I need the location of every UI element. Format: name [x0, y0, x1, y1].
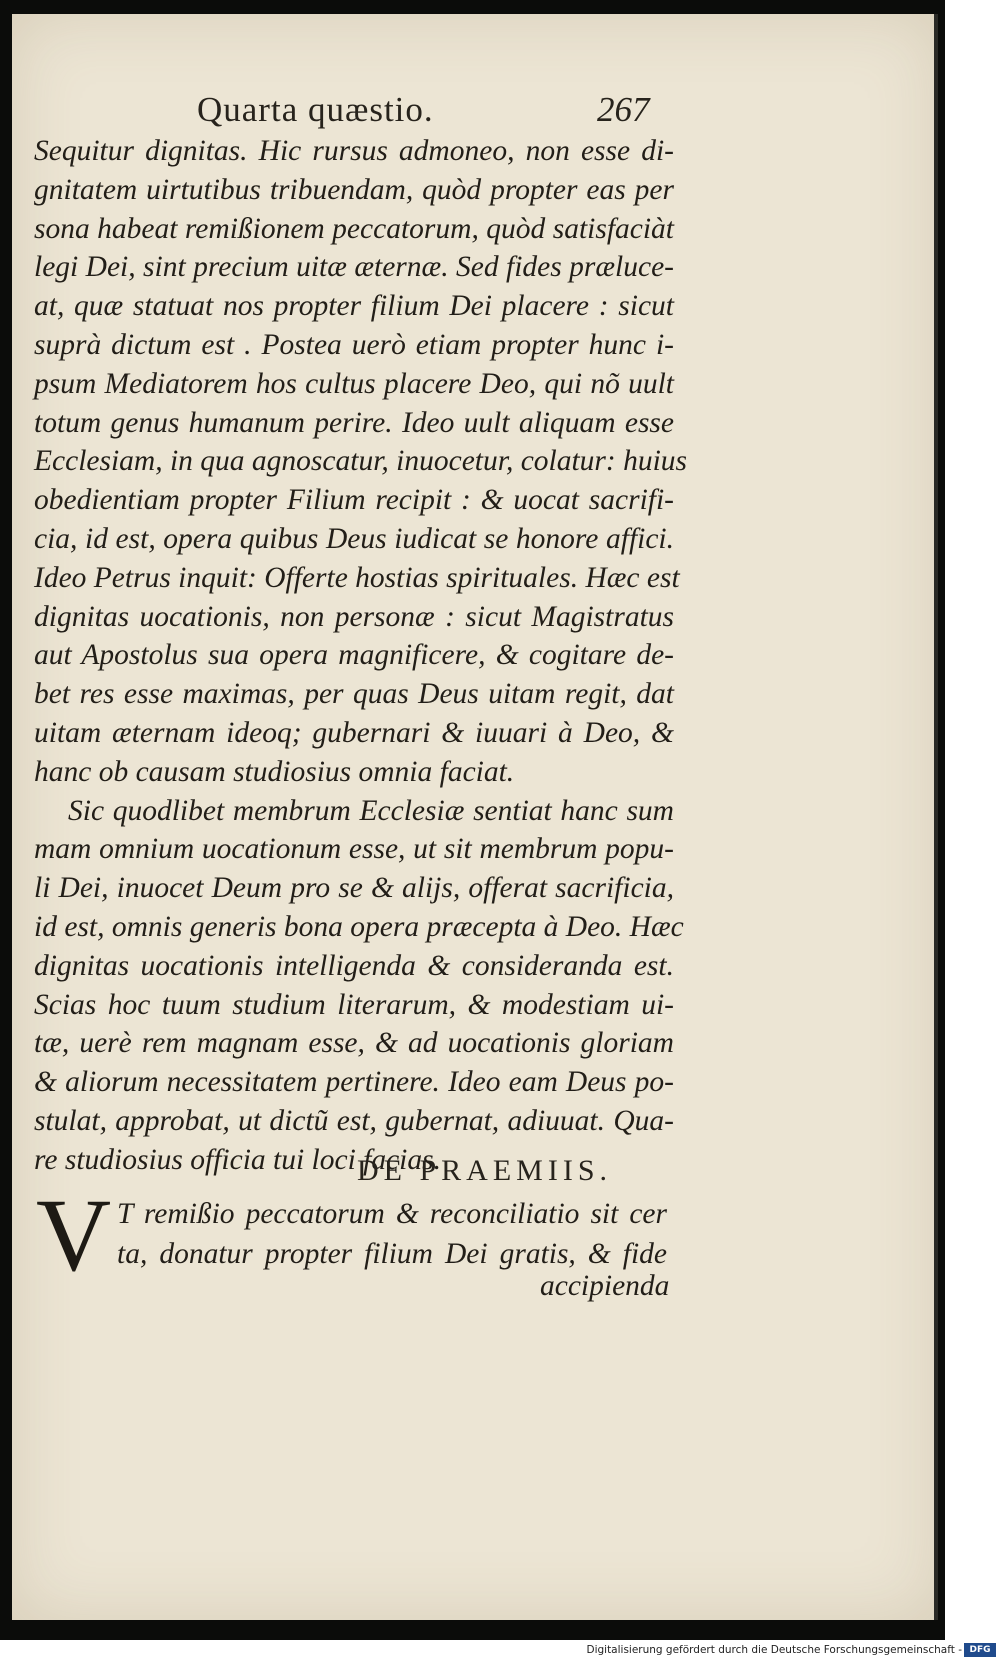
text-line: legi Dei, sint precium uitæ æternæ. Sed fides præluce- [34, 251, 674, 284]
text-line: id est, omnis generis bona opera præcepta à Deo. Hæc [34, 910, 684, 943]
book-page [12, 14, 938, 1620]
dfg-logo: DFG [964, 1643, 996, 1657]
text-line: T remißio peccatorum & reconciliatio sit cer [117, 1198, 667, 1230]
funding-credit: Digitalisierung gefördert durch die Deutsche Forschungsgemeinschaft - [586, 1644, 962, 1656]
catchword: accipienda [540, 1270, 670, 1302]
page-edge [934, 14, 938, 1620]
text-line: mam omnium uocationum esse, ut sit membrum popu- [34, 833, 674, 866]
text-line: at, quæ statuat nos propter filium Dei placere : sicut [34, 290, 674, 323]
text-line: & aliorum necessitatem pertinere. Ideo eam Deus po- [34, 1066, 674, 1099]
drop-initial: V [36, 1178, 112, 1293]
text-line: gnitatem uirtutibus tribuendam, quòd propter eas per [34, 173, 674, 206]
text-line: ta, donatur propter filium Dei gratis, & fide [117, 1238, 667, 1270]
text-line: Ideo Petrus inquit: Offerte hostias spirituales. Hæc est [34, 561, 680, 594]
text-line: dignitas uocationis, non personæ : sicut Magistratus [34, 600, 674, 633]
paragraph-1 [34, 132, 688, 792]
text-line: aut Apostolus sua opera magnificere, & cogitare de- [34, 639, 674, 672]
text-line: re studiosius officia tui loci facias. [34, 1143, 441, 1176]
main-text [34, 132, 688, 1180]
text-line: obedientiam propter Filium recipit : & uocat sacrifi- [34, 484, 674, 517]
running-head: Quarta quæstio. [197, 90, 434, 129]
text-line: totum genus humanum perire. Ideo uult aliquam esse [34, 406, 674, 439]
text-line: Scias hoc tuum studium literarum, & modestiam ui- [34, 988, 674, 1021]
section-text [117, 1194, 667, 1274]
text-line: bet res esse maximas, per quas Deus uitam regit, dat [34, 678, 674, 711]
text-line: psum Mediatorem hos cultus placere Deo, qui nõ uult [34, 367, 674, 400]
text-line: uitam æternam ideoq; gubernari & iuuari à Deo, & [34, 716, 674, 749]
text-line: Ecclesiam, in qua agnoscatur, inuocetur, colatur: huius [34, 445, 688, 478]
text-line: suprà dictum est . Postea uerò etiam propter hunc i- [34, 328, 674, 361]
text-line: Sequitur dignitas. Hic rursus admoneo, non esse di- [34, 135, 674, 167]
text-line: tæ, uerè rem magnam esse, & ad uocationis gloriam [34, 1027, 674, 1060]
text-line: Sic quodlibet membrum Ecclesiæ sentiat hanc sum [68, 794, 674, 827]
text-line: stulat, approbat, ut dictũ est, gubernat, adiuuat. Qua- [34, 1104, 674, 1137]
text-line: hanc ob causam studiosius omnia faciat. [34, 755, 515, 788]
text-line: dignitas uocationis intelligenda & consideranda est. [34, 949, 674, 982]
page-number: 267 [597, 90, 650, 129]
text-line: li Dei, inuocet Deum pro se & alijs, offerat sacrificia, [34, 872, 674, 905]
text-line: cia, id est, opera quibus Deus iudicat se honore affici. [34, 522, 674, 555]
paragraph-2 [34, 792, 684, 1180]
section-heading: DE PRAEMIIS. [356, 1154, 612, 1187]
text-line: sona habeat remißionem peccatorum, quòd satisfaciàt [34, 212, 674, 245]
